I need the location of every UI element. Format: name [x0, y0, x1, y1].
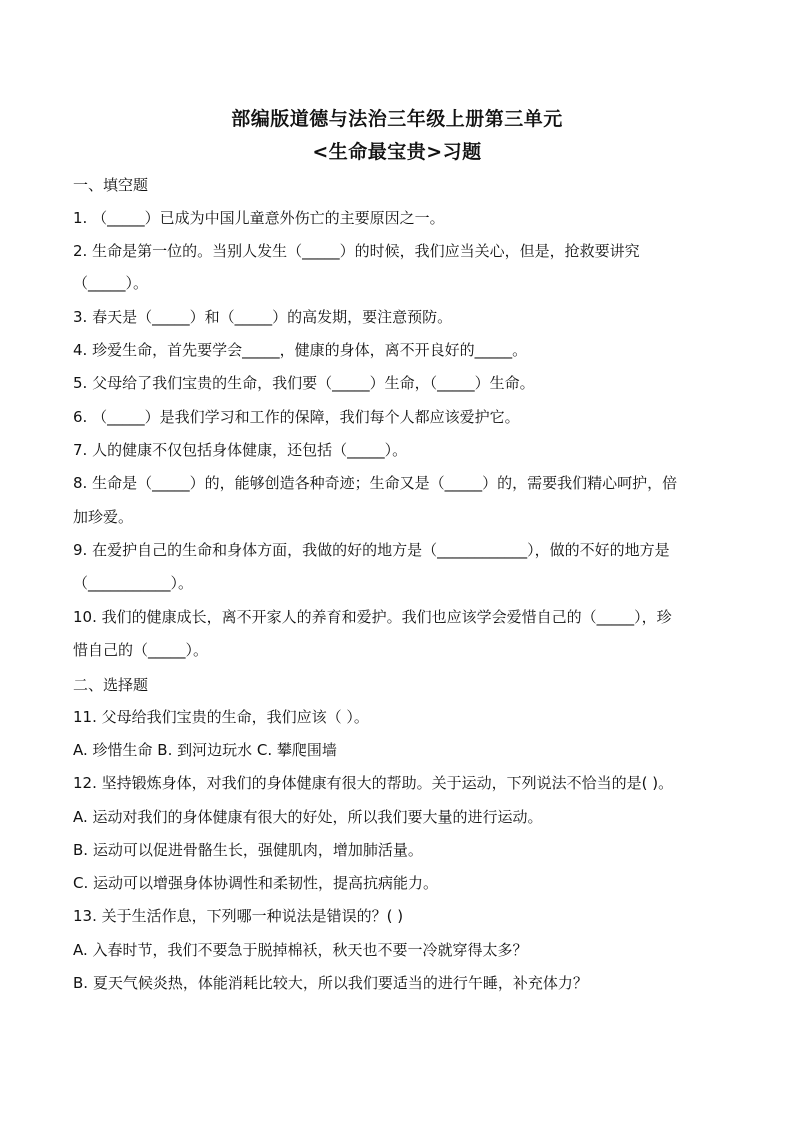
question-13: 13. 关于生活作息，下列哪一种说法是错误的？( )	[73, 907, 404, 925]
question-9-line-2: （___________）。	[73, 574, 194, 592]
question-3: 3. 春天是（_____）和（_____）的高发期，要注意预防。	[73, 308, 453, 326]
question-12: 12. 坚持锻炼身体，对我们的身体健康有很大的帮助。关于运动，下列说法不恰当的是( )。	[73, 774, 674, 792]
question-5: 5. 父母给了我们宝贵的生命，我们要（_____）生命，（_____）生命。	[73, 374, 535, 392]
question-7: 7. 人的健康不仅包括身体健康，还包括（_____）。	[73, 441, 408, 459]
question-11-options: A. 珍惜生命 B. 到河边玩水 C. 攀爬围墙	[73, 741, 337, 759]
question-10-line-2: 惜自己的（_____）。	[73, 641, 209, 659]
section-heading-multiple-choice: 二、选择题	[73, 676, 149, 694]
question-1: 1. （_____）已成为中国儿童意外伤亡的主要原因之一。	[73, 209, 445, 227]
question-6: 6. （_____）是我们学习和工作的保障，我们每个人都应该爱护它。	[73, 408, 520, 426]
section-heading-fill-in: 一、填空题	[73, 176, 149, 194]
question-13-option-b: B. 夏天气候炎热，体能消耗比较大，所以我们要适当的进行午睡，补充体力？	[73, 974, 588, 992]
question-12-option-c: C. 运动可以增强身体协调性和柔韧性，提高抗病能力。	[73, 874, 439, 892]
page-subtitle: <生命最宝贵>习题	[312, 141, 482, 163]
question-2-line-2: （_____）。	[73, 274, 149, 292]
question-13-option-a: A. 入春时节，我们不要急于脱掉棉袄，秋天也不要一冷就穿得太多？	[73, 941, 528, 959]
question-10-line-1: 10. 我们的健康成长，离不开家人的养育和爱护。我们也应该学会爱惜自己的（_____），珍	[73, 608, 672, 626]
question-4: 4. 珍爱生命，首先要学会_____，健康的身体，离不开良好的_____。	[73, 341, 528, 359]
question-2-line-1: 2. 生命是第一位的。当别人发生（_____）的时候，我们应当关心，但是，抢救要讲究	[73, 242, 640, 260]
question-11: 11. 父母给我们宝贵的生命，我们应该（ ）。	[73, 708, 369, 726]
question-12-option-b: B. 运动可以促进骨骼生长，强健肌肉，增加肺活量。	[73, 841, 423, 859]
question-8-line-2: 加珍爱。	[73, 508, 134, 526]
page-title: 部编版道德与法治三年级上册第三单元	[231, 108, 563, 130]
question-9-line-1: 9. 在爱护自己的生命和身体方面，我做的好的地方是（____________），做的不好的地方是	[73, 541, 670, 559]
question-8-line-1: 8. 生命是（_____）的，能够创造各种奇迹；生命又是（_____）的，需要我们精心呵护，倍	[73, 474, 678, 492]
question-12-option-a: A. 运动对我们的身体健康有很大的好处，所以我们要大量的进行运动。	[73, 808, 543, 826]
